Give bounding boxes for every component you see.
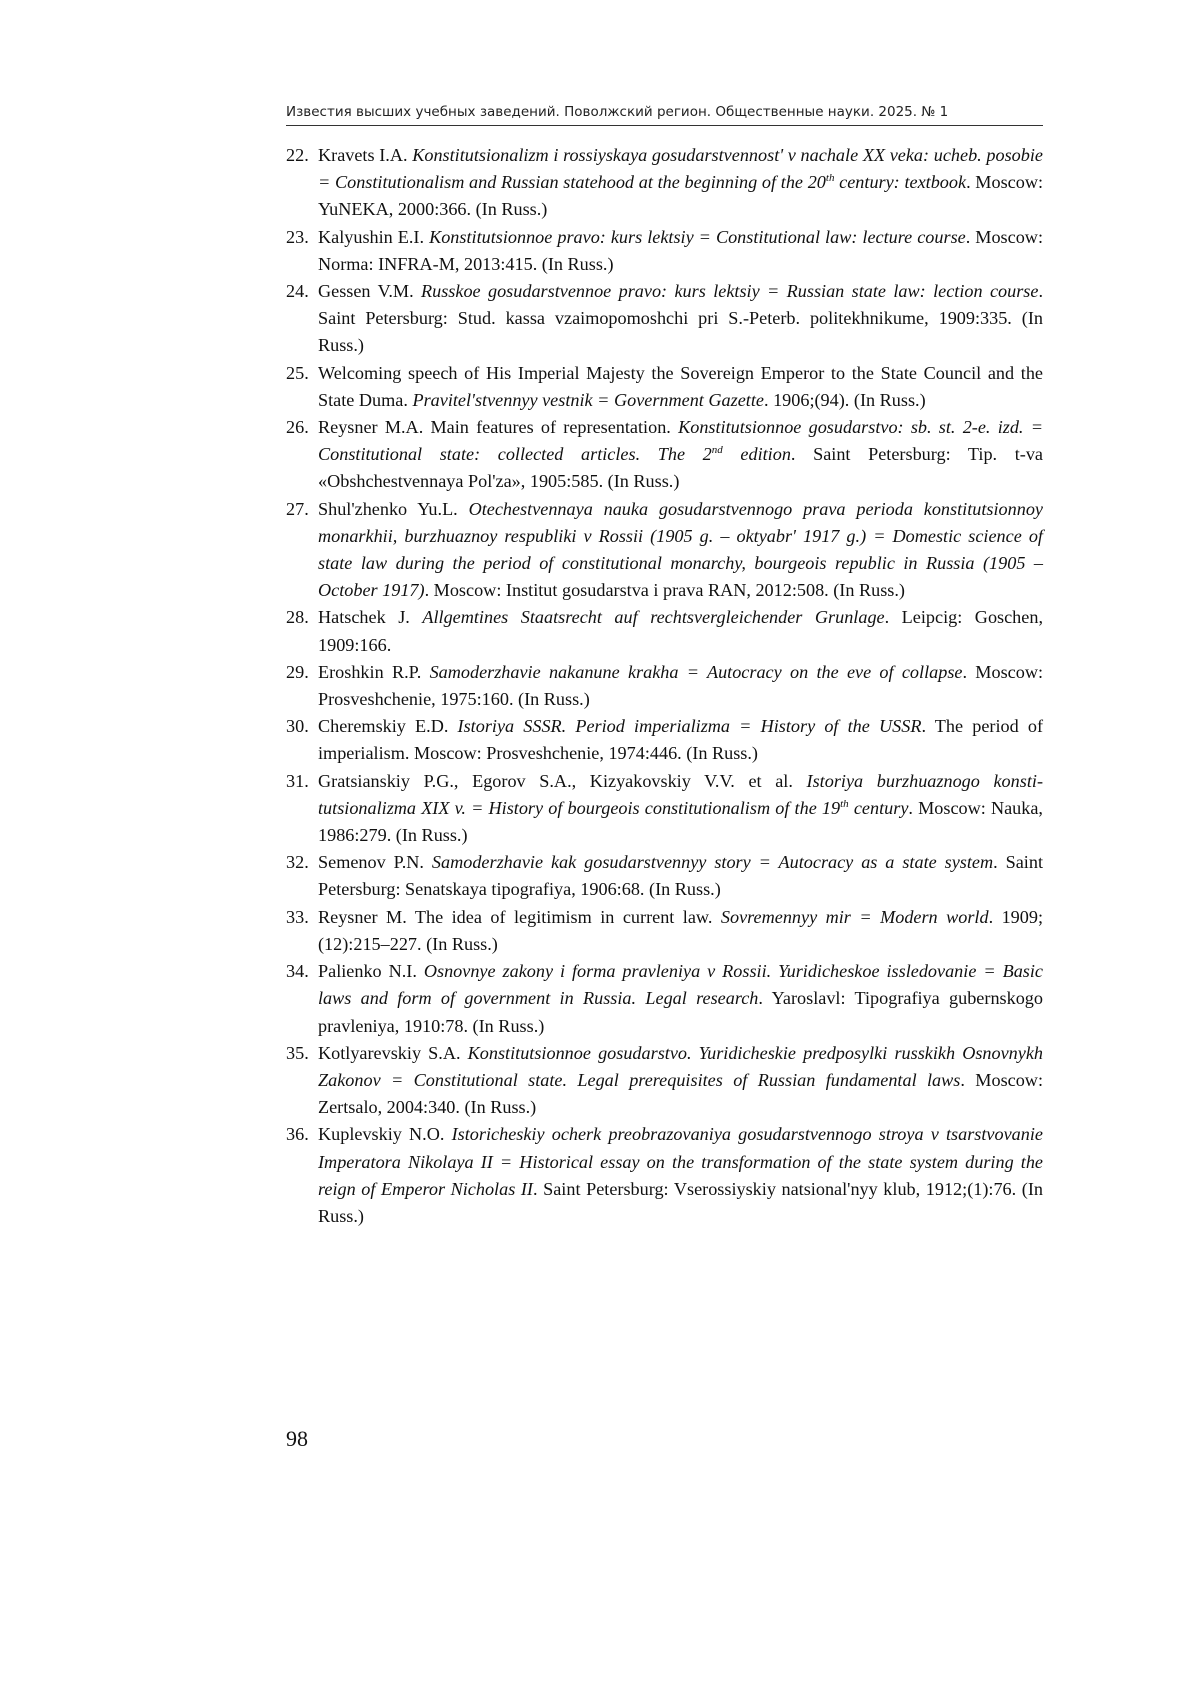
reference-text: . 1909;(12):215–227. (In Russ.) xyxy=(318,906,1043,954)
reference-number: 25. xyxy=(286,362,309,383)
reference-item xyxy=(286,496,1043,605)
reference-text: Eroshkin R.P. xyxy=(318,661,430,682)
reference-item xyxy=(286,1040,1043,1122)
reference-number: 24. xyxy=(286,281,309,302)
reference-title-text: Samoderzhavie nakanune krakha = Autocracy on the eve of collapse xyxy=(429,661,963,682)
reference-text: . Moscow: Institut gosudarstva i prava RAN, 2012:508. (In Russ.) xyxy=(424,580,905,601)
reference-title-text: Sovremennyy mir = Modern world xyxy=(720,906,989,927)
reference-text: Gratsianskiy P.G., Egorov S.A., Kizyakovskiy V.V. et al. xyxy=(318,770,807,791)
reference-text: Reysner M.A. Main features of representation. xyxy=(318,417,679,438)
reference-text: . Leipcig: Goschen, 1909:166. xyxy=(318,607,1043,655)
reference-text: Palienko N.I. xyxy=(318,961,424,982)
reference-item xyxy=(286,142,1043,224)
reference-title-text: th xyxy=(840,797,849,810)
reference-item xyxy=(286,713,1043,767)
reference-number: 29. xyxy=(286,661,309,682)
reference-text: . Saint Petersburg: Senatskaya tipografiya, 1906:68. (In Russ.) xyxy=(318,852,1043,900)
reference-text: Kalyushin E.I. xyxy=(318,226,430,247)
reference-title-text: nd xyxy=(711,444,723,457)
page-number: 98 xyxy=(286,1426,308,1451)
reference-item xyxy=(286,659,1043,713)
reference-text: . Yaroslavl: Tipografiya gubernskogo pravleniya, 1910:78. (In Russ.) xyxy=(318,988,1043,1036)
reference-title-text: century xyxy=(848,797,909,818)
reference-title-text: Konstitutsionnoe gosudarstvo: sb. st. 2-e. izd. = Constitutional state: collected articles. The 2 xyxy=(318,417,1043,465)
reference-number: 23. xyxy=(286,226,309,247)
reference-number: 34. xyxy=(286,961,309,982)
reference-title-text: Otechestvennaya nauka gosudarstvennogo prava perioda konstitutsionnoy monarkhii, burzhuaznoy respubliki v Rossii (1905 g. – oktyabr' 1917 g.) = Domestic science of state law during the period of constitutional monarchy, bourgeois republic in Russia (1905 – October 1917) xyxy=(318,498,1043,601)
reference-title-text: Konstitutsionnoe pravo: kurs lektsiy = Constitutional law: lecture course xyxy=(429,226,966,247)
reference-title-text: century: textbook xyxy=(834,172,967,193)
reference-item xyxy=(286,904,1043,958)
reference-item xyxy=(286,360,1043,414)
reference-title-text: edition xyxy=(722,444,791,465)
reference-number: 36. xyxy=(286,1124,309,1145)
reference-title-text: th xyxy=(825,172,835,185)
reference-text: Welcoming speech of His Imperial Majesty the Sovereign Emperor to the State Council and the State Duma. xyxy=(318,362,1043,410)
reference-title-text: Istoricheskiy ocherk preobrazovaniya gosudarstvennogo stroya v tsarstvovanie Imperatora Nikolaya II = Historical essay on the transformation of the state system during the reign of Emperor Nicholas II xyxy=(318,1124,1043,1199)
reference-text: . Saint Petersburg: Tip. t-va «Obshchestvennaya Pol'za», 1905:585. (In Russ.) xyxy=(318,444,1044,492)
journal-title: Известия высших учебных заведений. Поволжский регион. Общественные науки. 2025. № 1 xyxy=(286,104,949,120)
reference-item xyxy=(286,278,1043,360)
reference-item xyxy=(286,414,1043,496)
reference-number: 27. xyxy=(286,498,309,519)
reference-number: 35. xyxy=(286,1042,309,1063)
reference-item xyxy=(286,849,1043,903)
reference-list xyxy=(286,142,1043,1230)
reference-number: 32. xyxy=(286,852,309,873)
reference-text: . Moscow: Prosveshchenie, 1975:160. (In Russ.) xyxy=(318,661,1044,710)
reference-title-text: Russkoe gosudarstvennoe pravo: kurs lektsiy = Russian state law: lection course xyxy=(421,281,1039,302)
reference-title-text: Istoriya SSSR. Period imperializma = History of the USSR xyxy=(457,716,922,737)
reference-text: Semenov P.N. xyxy=(318,852,432,873)
reference-title-text: Istoriya burzhuaznogo konstitutsionalizma XIX v. = History of bourgeois constitutionalism of the 19 xyxy=(318,770,1043,818)
reference-text: Kravets I.A. xyxy=(318,145,413,165)
reference-title-text: Pravitel'stvennyy vestnik = Government Gazette xyxy=(412,389,764,410)
reference-item xyxy=(286,768,1043,850)
reference-title-text: Samoderzhavie kak gosudarstvennyy story = Autocracy as a state system xyxy=(431,852,994,873)
reference-text: Gessen V.M. xyxy=(318,281,422,302)
reference-item xyxy=(286,604,1043,658)
reference-title-text: Konstitutsionalizm i rossiyskaya gosudarstvennost' v nachale XX veka: ucheb. posobie = Constitutionalism and Russian statehood at the beginning of the 20 xyxy=(318,145,1043,193)
reference-item xyxy=(286,958,1043,1040)
reference-title-text: Allgemtines Staatsrecht auf rechtsvergleichender Grunlage xyxy=(422,607,885,628)
reference-text: Hatschek J. xyxy=(318,607,423,628)
reference-text: Shul'zhenko Yu.L. xyxy=(318,498,469,519)
reference-text: Kotlyarevskiy S.A. xyxy=(318,1042,468,1063)
reference-title-text: Osnovnye zakony i forma pravleniya v Rossii. Yuridicheskoe issledovanie = Basic laws and form of government in Russia. Legal research xyxy=(318,961,1043,1009)
reference-text: . Moscow: YuNEKA, 2000:366. (In Russ.) xyxy=(318,172,1044,220)
reference-text: . Moscow: Nauka, 1986:279. (In Russ.) xyxy=(318,797,1043,846)
reference-text: Cheremskiy E.D. xyxy=(318,716,458,737)
reference-text: . The period of imperialism. Moscow: Prosveshchenie, 1974:446. (In Russ.) xyxy=(318,716,1044,764)
reference-text: . Moscow: Norma: INFRA-M, 2013:415. (In Russ.) xyxy=(318,226,1043,274)
running-header xyxy=(286,103,1043,126)
reference-text: Kuplevskiy N.O. xyxy=(318,1124,452,1145)
reference-text: . Moscow: Zertsalo, 2004:340. (In Russ.) xyxy=(318,1069,1043,1118)
reference-text: Reysner M. The idea of legitimism in current law. xyxy=(318,906,721,927)
reference-title-text: Konstitutsionnoe gosudarstvo. Yuridicheskie predposylki russkikh Osnovnykh Zakonov = Constitutional state. Legal prerequisites of Russian fundamental laws xyxy=(318,1042,1043,1090)
reference-text: . 1906;(94). (In Russ.) xyxy=(763,389,926,410)
reference-number: 28. xyxy=(286,607,309,628)
reference-item xyxy=(286,1121,1043,1230)
reference-number: 33. xyxy=(286,906,309,927)
reference-number: 30. xyxy=(286,716,309,737)
reference-text: . Saint Petersburg: Vserossiyskiy natsional'nyy klub, 1912;(1):76. (In Russ.) xyxy=(318,1178,1043,1226)
reference-number: 22. xyxy=(286,145,309,165)
reference-item xyxy=(286,224,1043,278)
reference-text: . Saint Petersburg: Stud. kassa vzaimopomoshchi pri S.-Peterb. politekhnikume, 1909:335. (In Russ.) xyxy=(318,281,1043,356)
reference-number: 31. xyxy=(286,770,309,791)
reference-number: 26. xyxy=(286,417,309,438)
